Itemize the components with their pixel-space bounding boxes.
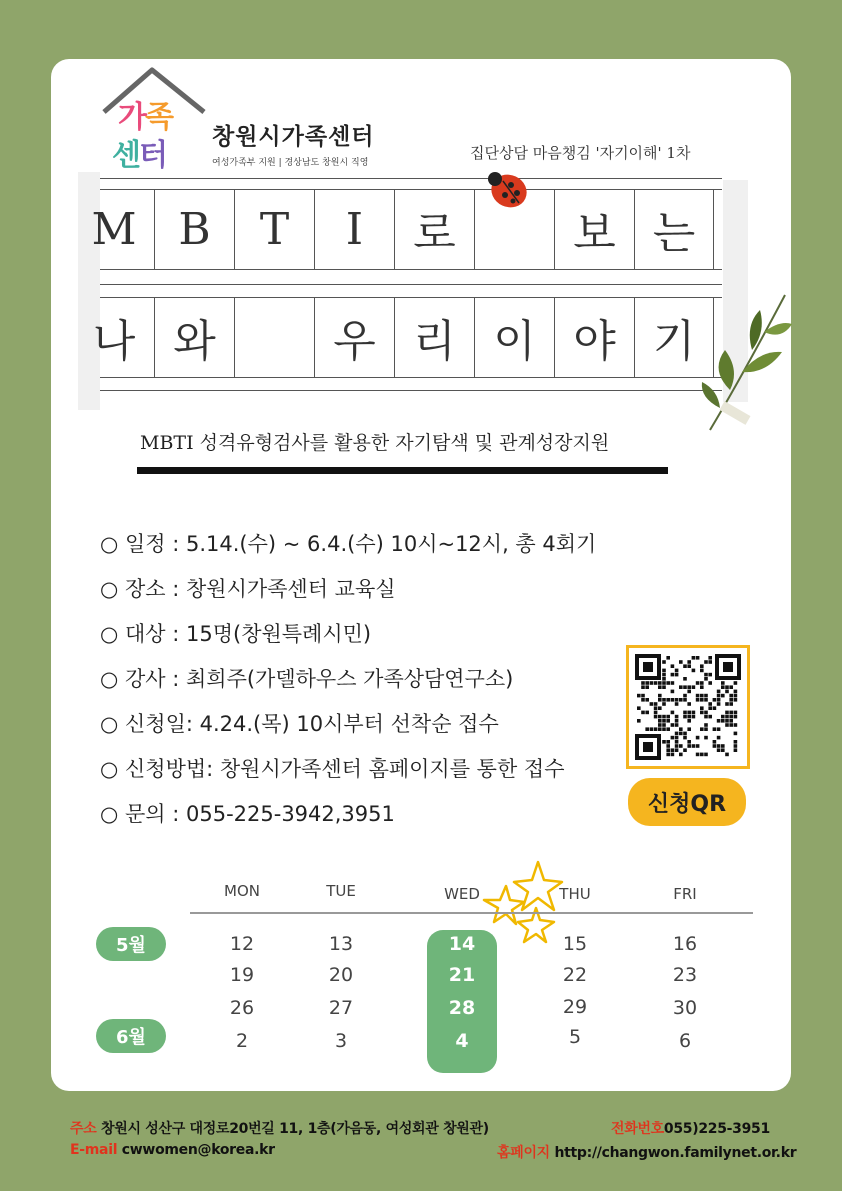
subtitle-underline <box>137 467 668 474</box>
calendar-date: 29 <box>562 996 588 1018</box>
footer-email <box>70 1142 275 1158</box>
footer-email-value[interactable]: cwwomen@korea.kr <box>121 1142 275 1158</box>
calendar-date: 28 <box>448 997 476 1019</box>
program-info-list <box>100 528 596 843</box>
calendar-date: 26 <box>229 997 255 1019</box>
org-name: 창원시가족센터 <box>212 124 375 150</box>
month-may-badge: 5월 <box>96 927 166 961</box>
headline-cell: 와 <box>154 297 234 377</box>
logo-char-ga: 가 <box>118 100 145 135</box>
ruled-line <box>100 284 722 285</box>
footer-homepage <box>497 1142 796 1162</box>
calendar-date: 4 <box>455 1030 469 1052</box>
footer-homepage-link[interactable]: http://changwon.familynet.or.kr <box>554 1145 797 1161</box>
calendar-date: 5 <box>568 1026 582 1048</box>
footer-address-value: 창원시 성산구 대정로20번길 11, 1층(가음동, 여성회관 창원관) <box>101 1121 489 1137</box>
calendar-date: 27 <box>328 997 354 1019</box>
footer-phone-label: 전화번호 <box>611 1121 664 1137</box>
program-subtitle: MBTI 성격유형검사를 활용한 자기탐색 및 관계성장지원 <box>140 432 610 454</box>
qr-code-pattern <box>629 648 747 766</box>
calendar-header-line <box>190 912 753 914</box>
weekday-thu: THU <box>559 885 591 903</box>
headline-cell: 이 <box>474 297 554 377</box>
info-apply-method: ○ 신청방법: 창원시가족센터 홈페이지를 통한 접수 <box>100 757 565 781</box>
headline-cell: 로 <box>394 189 474 269</box>
headline-cell: 는 <box>634 189 714 269</box>
calendar-date: 13 <box>328 933 354 955</box>
calendar-date: 2 <box>235 1030 249 1052</box>
calendar-date: 3 <box>334 1030 348 1052</box>
weekday-mon: MON <box>224 882 260 900</box>
info-target: ○ 대상 : 15명(창원특례시민) <box>100 622 372 646</box>
calendar-date: 16 <box>672 933 698 955</box>
info-location: ○ 장소 : 창원시가족센터 교육실 <box>100 577 396 601</box>
calendar-date: 22 <box>562 964 588 986</box>
headline-grid <box>78 172 748 410</box>
calendar-date: 20 <box>328 964 354 986</box>
headline-cell: 보 <box>554 189 634 269</box>
month-june-badge: 6월 <box>96 1019 166 1053</box>
program-topic: 집단상담 마음챙김 '자기이해' 1차 <box>470 144 691 162</box>
calendar-date: 19 <box>229 964 255 986</box>
headline-row-1 <box>74 189 714 269</box>
calendar-date: 14 <box>448 933 476 955</box>
org-text <box>212 118 375 168</box>
headline-cell: M <box>91 203 137 255</box>
logo-char-sen: 센 <box>112 138 139 173</box>
headline-cell: T <box>234 189 314 269</box>
calendar-date: 6 <box>678 1030 692 1052</box>
weekday-wed: WED <box>444 885 480 903</box>
headline-row-2 <box>74 297 714 377</box>
info-contact: ○ 문의 : 055-225-3942,3951 <box>100 802 395 826</box>
ruled-line <box>100 377 722 378</box>
headline-cell: 야 <box>554 297 634 377</box>
footer-address <box>70 1118 489 1138</box>
ladybug-icon <box>483 163 533 213</box>
calendar-date: 30 <box>672 997 698 1019</box>
org-sub: 여성가족부 지원 | 경상남도 창원시 직영 <box>212 158 369 168</box>
headline-cell: 우 <box>314 297 394 377</box>
footer-email-label: E-mail <box>70 1142 118 1158</box>
info-schedule: ○ 일정 : 5.14.(수) ~ 6.4.(수) 10시~12시, 총 4회기 <box>100 532 597 556</box>
headline-cell: 기 <box>634 297 714 377</box>
headline-cell: I <box>314 189 394 269</box>
footer-phone <box>611 1118 770 1138</box>
calendar-date: 21 <box>448 964 476 986</box>
ruled-line <box>100 390 722 391</box>
ruled-line <box>100 178 722 179</box>
qr-code[interactable] <box>626 645 750 769</box>
info-instructor: ○ 강사 : 최희주(가델하우스 가족상담연구소) <box>100 667 514 691</box>
leaf-branch-decoration <box>700 290 800 440</box>
calendar-date: 23 <box>672 964 698 986</box>
logo-char-jok: 족 <box>144 100 172 135</box>
footer-phone-value: 055)225-3951 <box>663 1121 770 1137</box>
headline-cell: B <box>154 189 234 269</box>
headline-cell: 나 <box>92 316 136 367</box>
footer-address-label: 주소 <box>70 1121 97 1137</box>
calendar-date: 15 <box>562 933 588 955</box>
logo-text-bottom <box>112 130 166 174</box>
ruled-line <box>100 269 722 270</box>
calendar-date: 12 <box>229 933 255 955</box>
headline-cell: 리 <box>394 297 474 377</box>
footer-homepage-label: 홈페이지 <box>497 1145 550 1161</box>
info-apply-date: ○ 신청일: 4.24.(목) 10시부터 선착순 접수 <box>100 712 499 736</box>
weekday-tue: TUE <box>326 882 356 900</box>
weekday-fri: FRI <box>673 885 697 903</box>
logo-char-teo: 터 <box>138 138 166 173</box>
headline-cell <box>234 297 314 377</box>
apply-qr-button[interactable]: 신청QR <box>628 778 746 826</box>
